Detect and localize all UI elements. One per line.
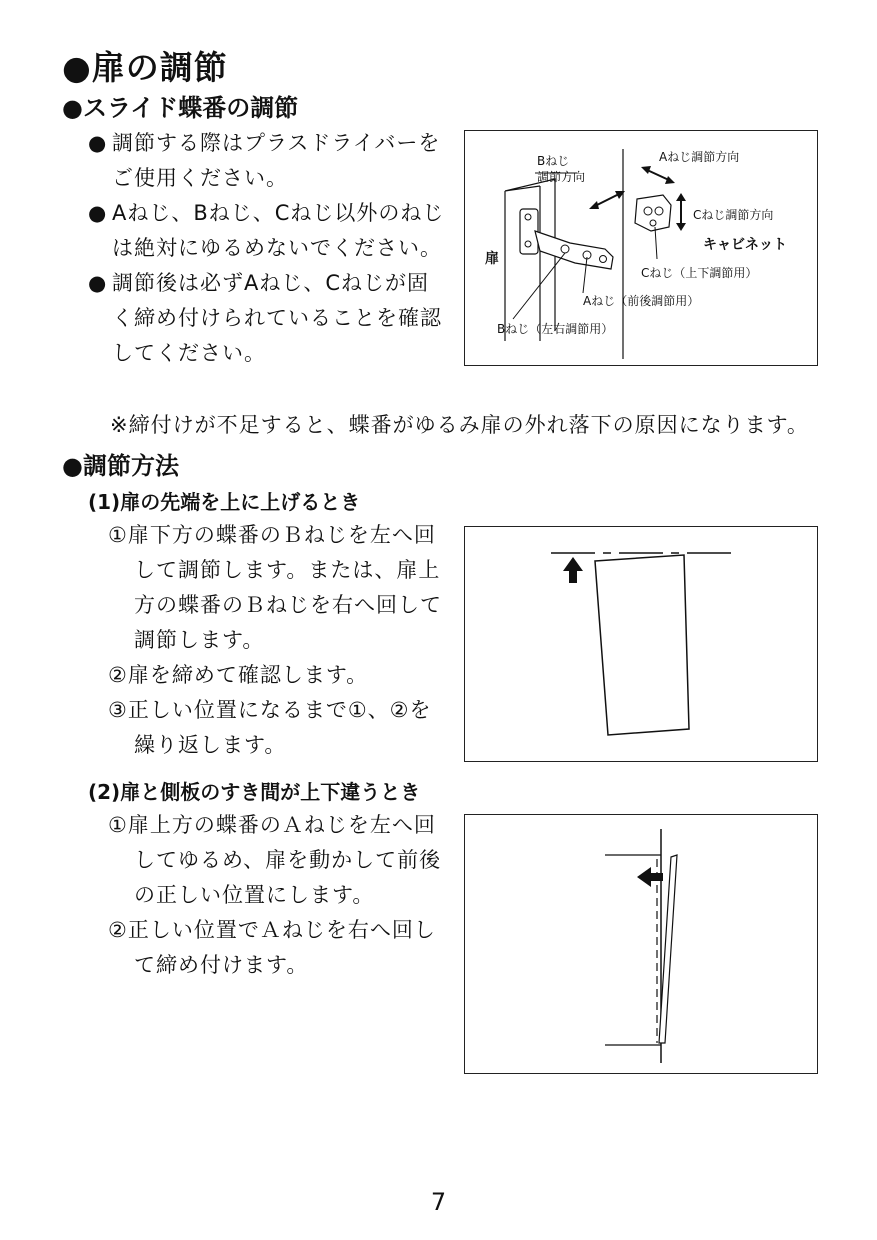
b-screw-dir-label: 調節方向 xyxy=(537,170,586,184)
a-screw-dir-label: Aねじ調節方向 xyxy=(659,150,740,164)
caution-item: ● 調節する際はプラスドライバーをご使用ください。 xyxy=(88,126,448,196)
case1-step: ①扉下方の蝶番のＢねじを左へ回して調節します。または、扉上方の蝶番のＢねじを右へ回して調節します。 xyxy=(108,523,442,652)
case1-steps xyxy=(108,518,444,763)
section-heading-adjustment-method: ●調節方法 xyxy=(62,452,179,480)
case1-step: ③正しい位置になるまで①、②を繰り返します。 xyxy=(108,698,432,757)
door-tilt-illustration xyxy=(465,527,819,763)
door-gap-illustration xyxy=(465,815,819,1075)
hinge-diagram xyxy=(464,130,818,366)
page-title: ●扉の調節 xyxy=(62,48,228,87)
caution-list xyxy=(88,126,448,371)
caution-item: ● 調節後は必ずAねじ、Cねじが固く締め付けられていることを確認してください。 xyxy=(88,266,448,371)
case2-heading: (2)扉と側板のすき間が上下違うとき xyxy=(88,780,421,804)
b-screw-label: Bねじ（左右調節用） xyxy=(497,322,614,336)
c-screw-dir-label: Cねじ調節方向 xyxy=(693,208,774,222)
door-label: 扉 xyxy=(485,251,499,267)
warning-note: ※締付けが不足すると、蝶番がゆるみ扉の外れ落下の原因になります。 xyxy=(110,413,809,437)
door-tilt-diagram xyxy=(464,526,818,762)
case2-steps xyxy=(108,808,444,983)
case2-step: ①扉上方の蝶番のＡねじを左へ回してゆるめ、扉を動かして前後の正しい位置にします。 xyxy=(108,813,442,907)
c-screw-label: Cねじ（上下調節用） xyxy=(641,266,758,280)
cabinet-label: キャビネット xyxy=(703,237,787,253)
page-number: 7 xyxy=(430,1188,447,1216)
door-gap-diagram xyxy=(464,814,818,1074)
a-screw-label: Aねじ（前後調節用） xyxy=(583,294,700,308)
caution-item: ● Aねじ、Bねじ、Cねじ以外のねじは絶対にゆるめないでください。 xyxy=(88,196,448,266)
b-screw-dir-label: Bねじ xyxy=(537,154,570,168)
hinge-illustration xyxy=(465,131,819,367)
case1-step: ②扉を締めて確認します。 xyxy=(108,663,369,687)
case1-heading: (1)扉の先端を上に上げるとき xyxy=(88,490,361,514)
section-heading-slide-hinge: ●スライド蝶番の調節 xyxy=(62,94,299,122)
case2-step: ②正しい位置でＡねじを右へ回して締め付けます。 xyxy=(108,918,436,977)
